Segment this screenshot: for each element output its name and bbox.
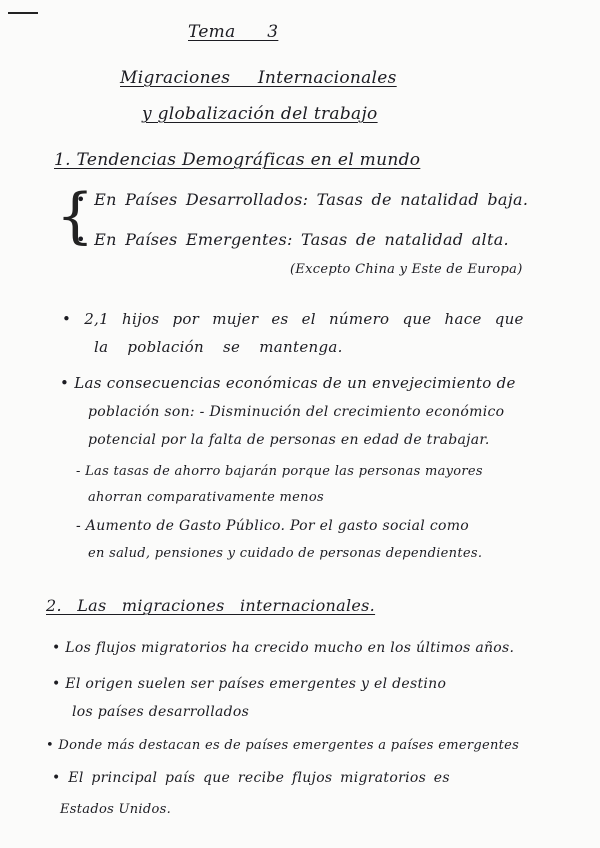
section-1-heading: 1. Tendencias Demográficas en el mundo [54,150,421,170]
exception-note: (Excepto China y Este de Europa) [290,262,523,277]
bullet-consequences-line-7: en salud, pensiones y cuidado de personas dependientes. [88,546,483,561]
title-line-2: y globalización del trabajo [142,104,378,124]
brace-mark: { [56,181,95,251]
migration-line-6: Estados Unidos. [60,802,172,817]
section-2-heading: 2. Las migraciones internacionales. [46,596,376,615]
emerging-countries-line: • En Países Emergentes: Tasas de natalidad alta. [76,230,509,249]
bullet-fertility-line-2: la población se mantenga. [94,338,343,356]
topic-title: Tema 3 [188,22,279,42]
bullet-consequences-line-5: ahorran comparativamente menos [88,490,324,505]
bullet-consequences-line-4: - Las tasas de ahorro bajarán porque las personas mayores [76,464,483,479]
bullet-consequences-line-6: - Aumento de Gasto Público. Por el gasto social como [76,518,469,534]
title-line-1: Migraciones Internacionales [120,68,397,88]
migration-line-3: los países desarrollados [72,704,250,720]
corner-dash-mark [8,12,38,14]
bullet-fertility-line-1: • 2,1 hijos por mujer es el número que hace que [62,310,524,328]
migration-line-5: • El principal país que recibe flujos migratorios es [52,770,450,786]
migration-line-2: • El origen suelen ser países emergentes y el destino [52,676,447,692]
migration-line-1: • Los flujos migratorios ha crecido mucho en los últimos años. [52,640,515,656]
bullet-consequences-line-2: población son: - Disminución del crecimiento económico [88,404,505,420]
bullet-consequences-line-1: • Las consecuencias económicas de un envejecimiento de [60,374,516,392]
bullet-consequences-line-3: potencial por la falta de personas en edad de trabajar. [88,432,490,448]
migration-line-4: • Donde más destacan es de países emergentes a países emergentes [46,738,520,753]
developed-countries-line: • En Países Desarrollados: Tasas de natalidad baja. [76,190,529,209]
